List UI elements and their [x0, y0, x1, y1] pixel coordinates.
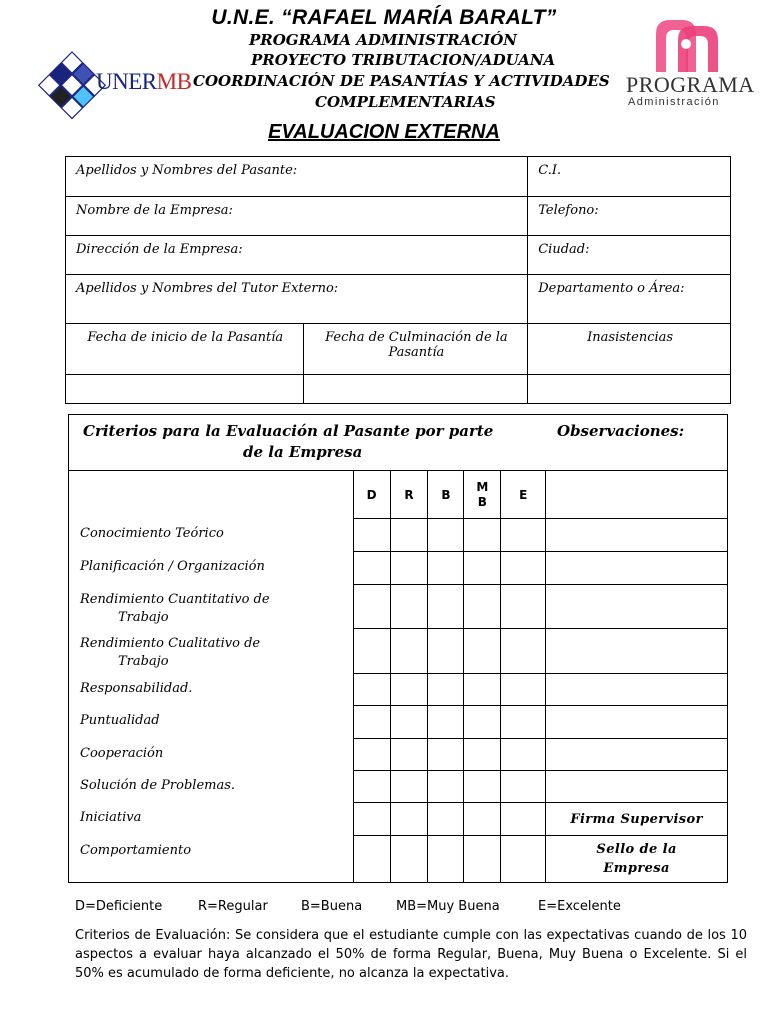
criteria-table — [68, 414, 728, 883]
grade-cell-mb[interactable] — [464, 803, 501, 836]
grade-header-r: R — [390, 471, 428, 519]
grade-cell-b[interactable] — [428, 519, 464, 552]
grade-cell-b[interactable] — [428, 706, 464, 739]
student-name-label: Apellidos y Nombres del Pasante: — [76, 163, 298, 178]
observation-cell[interactable] — [546, 739, 728, 771]
start-date-header: Fecha de inicio de la Pasantía — [66, 324, 304, 375]
form-title: EVALUACION EXTERNA — [268, 121, 500, 143]
grade-cell-b[interactable] — [428, 803, 464, 836]
external-tutor-label: Apellidos y Nombres del Tutor Externo: — [76, 281, 339, 296]
end-date-header: Fecha de Culminación de la Pasantía — [303, 324, 528, 375]
criterion-label: Responsabilidad. — [69, 674, 354, 706]
student-name-field[interactable] — [66, 157, 528, 197]
department-field[interactable] — [528, 275, 731, 324]
header-project: PROYECTO TRIBUTACION/ADUANA — [251, 51, 556, 69]
observations-label: Observaciones: — [557, 422, 685, 440]
criteria-label-header — [69, 471, 354, 519]
criterion-label: Rendimiento Cualitativo de Trabajo — [69, 629, 354, 674]
grade-cell-mb[interactable] — [464, 739, 501, 771]
absences-input[interactable] — [528, 375, 731, 404]
grade-header-d: D — [353, 471, 390, 519]
grade-cell-e[interactable] — [501, 739, 546, 771]
grade-header-b: B — [428, 471, 464, 519]
criterion-label: Solución de Problemas. — [69, 771, 354, 803]
grade-header-e: E — [501, 471, 546, 519]
legend-excelente: E=Excelente — [538, 899, 621, 914]
criterion-label: Rendimiento Cuantitativo de Trabajo — [69, 585, 354, 629]
grade-cell-e[interactable] — [501, 552, 546, 585]
grade-cell-e[interactable] — [501, 836, 546, 883]
grade-cell-r[interactable] — [390, 836, 428, 883]
criterion-label: Conocimiento Teórico — [69, 519, 354, 552]
grade-cell-b[interactable] — [428, 585, 464, 629]
company-name-field[interactable] — [66, 197, 528, 236]
ci-label: C.I. — [538, 163, 562, 178]
company-stamp-label-2: Empresa — [603, 861, 670, 876]
grade-cell-e[interactable] — [501, 771, 546, 803]
company-address-field[interactable] — [66, 236, 528, 275]
criterion-label: Cooperación — [69, 739, 354, 771]
phone-label: Telefono: — [538, 203, 599, 218]
grade-cell-b[interactable] — [428, 674, 464, 706]
grade-cell-mb[interactable] — [464, 674, 501, 706]
observation-cell[interactable] — [546, 629, 728, 674]
grade-cell-r[interactable] — [390, 803, 428, 836]
grade-header-mb — [464, 471, 501, 519]
criteria-heading — [69, 415, 728, 471]
grade-cell-mb[interactable] — [464, 706, 501, 739]
criterion-label: Comportamiento — [69, 836, 354, 883]
grade-cell-r[interactable] — [390, 706, 428, 739]
grade-cell-d[interactable] — [353, 706, 390, 739]
ci-field[interactable] — [528, 157, 731, 197]
grade-cell-mb[interactable] — [464, 552, 501, 585]
programa-logo-word: PROGRAMA — [626, 72, 755, 97]
grade-cell-mb[interactable] — [464, 519, 501, 552]
header-complementary: COMPLEMENTARIAS — [315, 93, 496, 111]
department-label: Departamento o Área: — [538, 281, 685, 296]
grade-cell-d[interactable] — [353, 836, 390, 883]
city-field[interactable] — [528, 236, 731, 275]
grade-cell-e[interactable] — [501, 629, 546, 674]
grade-cell-r[interactable] — [390, 771, 428, 803]
grade-header-mb-b: B — [477, 494, 487, 509]
student-info-table — [65, 156, 731, 404]
grade-cell-mb[interactable] — [464, 836, 501, 883]
criterion-label: Planificación / Organización — [69, 552, 354, 585]
grade-cell-b[interactable] — [428, 552, 464, 585]
grade-cell-r[interactable] — [390, 585, 428, 629]
grade-cell-d[interactable] — [353, 629, 390, 674]
grade-cell-mb[interactable] — [464, 771, 501, 803]
phone-field[interactable] — [528, 197, 731, 236]
grade-cell-d[interactable] — [353, 771, 390, 803]
grade-header-mb-m: M — [476, 479, 489, 494]
company-stamp-cell[interactable] — [546, 836, 728, 883]
grade-cell-r[interactable] — [390, 674, 428, 706]
grade-cell-b[interactable] — [428, 629, 464, 674]
end-date-input[interactable] — [303, 375, 528, 404]
evaluation-criteria-note: Criterios de Evaluación: Se considera que el estudiante cumple con las expectativas cuando de los 10 aspectos a evaluar haya alcanzado el 50% de forma Regular, Buena, Muy Buena o Excelente. Si el 50% es acumulado de forma deficiente, no alcanza la expectativa. — [75, 928, 747, 981]
grade-cell-d[interactable] — [353, 585, 390, 629]
grade-cell-d[interactable] — [353, 739, 390, 771]
legend-buena: B=Buena — [301, 899, 363, 914]
unermb-logo-text: UNERMB — [96, 69, 192, 94]
legend-regular: R=Regular — [198, 899, 268, 914]
grade-cell-r[interactable] — [390, 519, 428, 552]
grade-cell-b[interactable] — [428, 771, 464, 803]
observation-cell[interactable] — [546, 552, 728, 585]
grade-cell-e[interactable] — [501, 803, 546, 836]
observation-cell[interactable] — [546, 706, 728, 739]
observations-header-cell — [546, 471, 728, 519]
criterion-label: Iniciativa — [69, 803, 354, 836]
grade-cell-r[interactable] — [390, 739, 428, 771]
grade-cell-d[interactable] — [353, 552, 390, 585]
criteria-heading-line2: de la Empresa — [243, 443, 363, 461]
supervisor-signature-label: Firma Supervisor — [570, 811, 703, 827]
criterion-label: Puntualidad — [69, 706, 354, 739]
grade-cell-mb[interactable] — [464, 585, 501, 629]
company-address-label: Dirección de la Empresa: — [76, 242, 243, 257]
company-stamp-label-1: Sello de la — [596, 842, 677, 857]
grade-cell-d[interactable] — [353, 519, 390, 552]
legend-deficiente: D=Deficiente — [75, 899, 163, 914]
legend-muy-buena: MB=Muy Buena — [396, 899, 500, 914]
grade-cell-e[interactable] — [501, 519, 546, 552]
header-program: PROGRAMA ADMINISTRACIÓN — [249, 31, 518, 49]
external-tutor-field[interactable] — [66, 275, 528, 324]
grade-cell-e[interactable] — [501, 674, 546, 706]
start-date-input[interactable] — [66, 375, 304, 404]
criteria-heading-line1: Criterios para la Evaluación al Pasante por parte — [83, 422, 494, 440]
observation-cell[interactable] — [546, 585, 728, 629]
observation-cell[interactable] — [546, 674, 728, 706]
grade-cell-d[interactable] — [353, 803, 390, 836]
grade-cell-r[interactable] — [390, 629, 428, 674]
supervisor-signature-cell[interactable] — [546, 803, 728, 836]
grade-cell-mb[interactable] — [464, 629, 501, 674]
grade-cell-b[interactable] — [428, 739, 464, 771]
observation-cell[interactable] — [546, 519, 728, 552]
grade-cell-r[interactable] — [390, 552, 428, 585]
absences-header: Inasistencias — [528, 324, 731, 375]
programa-logo-sub: Administración — [628, 96, 720, 108]
observation-cell[interactable] — [546, 771, 728, 803]
header-coordination: COORDINACIÓN DE PASANTÍAS Y ACTIVIDADES — [193, 72, 610, 90]
grade-cell-b[interactable] — [428, 836, 464, 883]
city-label: Ciudad: — [538, 242, 590, 257]
institution-title: U.N.E. “RAFAEL MARÍA BARALT” — [211, 6, 557, 29]
grade-cell-d[interactable] — [353, 674, 390, 706]
company-name-label: Nombre de la Empresa: — [76, 203, 233, 218]
grade-cell-e[interactable] — [501, 706, 546, 739]
grade-cell-e[interactable] — [501, 585, 546, 629]
